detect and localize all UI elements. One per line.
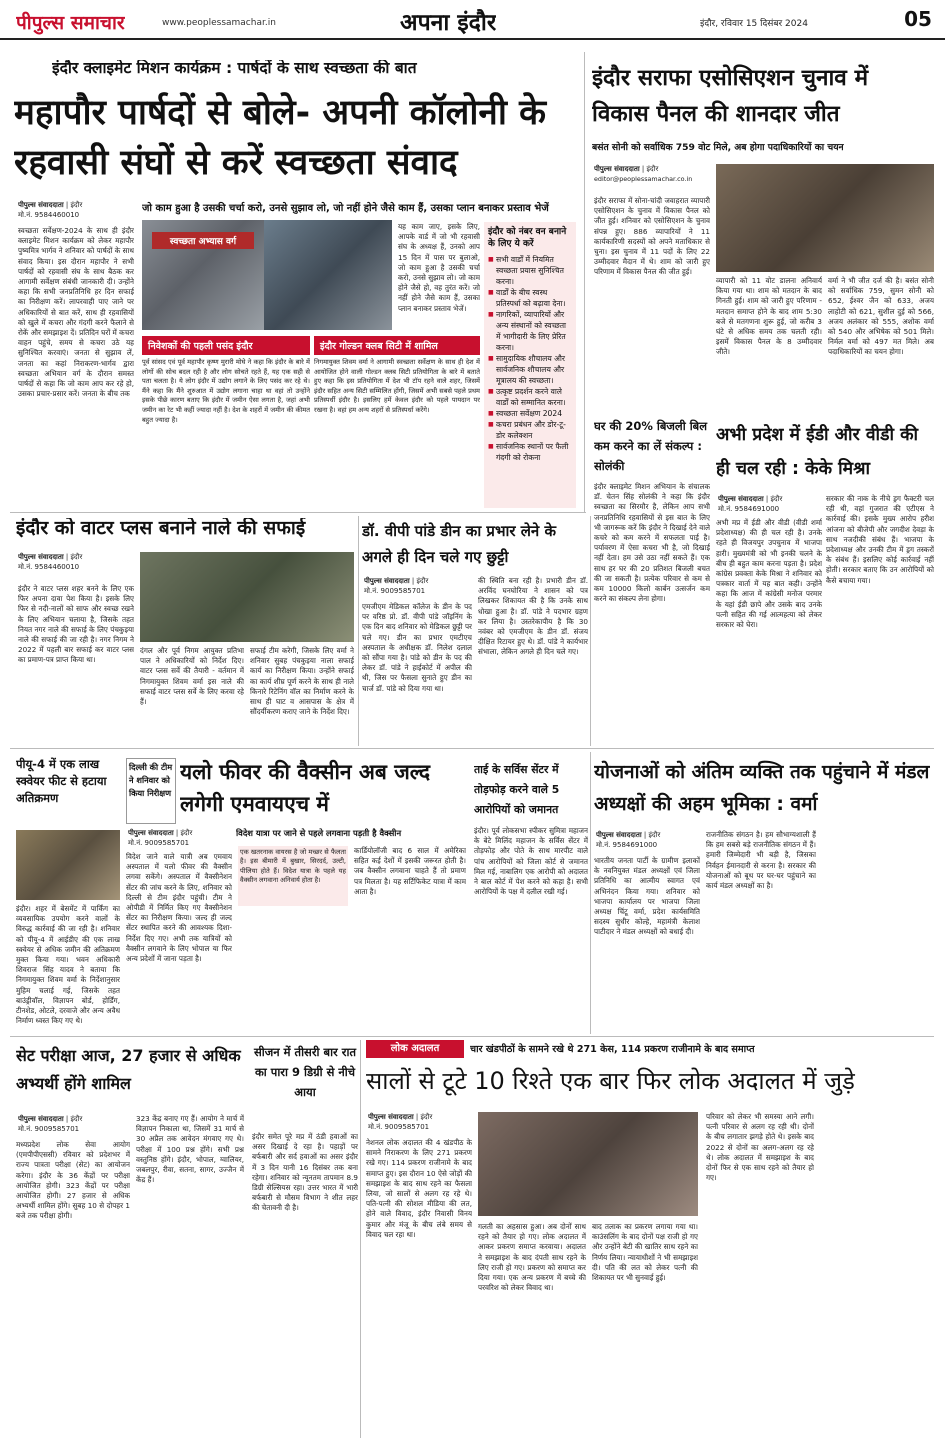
story2-city: इंदौर: [646, 165, 659, 173]
story1-byline: पीपुल्स संवाददाता | इंदौर मो.नं. 9584460010: [18, 201, 83, 219]
story4-reporter: पीपुल्स संवाददाता: [718, 495, 764, 503]
story10-body-3: [822, 830, 934, 1030]
section-rule: [10, 512, 586, 513]
story13-body-3: बाद तलाक का प्रकरण लगाया गया था। काउंसलिंग के बाद दोनों पक्ष राजी हो गए और उन्होंने बेटी की खातिर साथ रहने का निर्णय लिया। न्यायाधीशों ने भी समझाइश दी। पति की लत को लेकर पत्नी की शिकायत पर भी सुनवाई हुई।: [592, 1222, 698, 1283]
story2-headline: इंदौर सराफा एसोसिएशन चुनाव में विकास पैनल की शानदार जीत: [592, 65, 869, 127]
story7-body: इंदौर। शहर में बेसमेंट में पार्किंग का व्यवसायिक उपयोग करने वालों के विरुद्ध कार्रवाई की जा रही है। शनिवार को पीयू-4 में आईडीए की एक लाख स्क्वेयर से अधिक जमीन की अतिक्रमण मुक्त किया गया। भवन अधिकारी शिवराज सिंह यादव ने बताया कि निगमायुक्त शिवम वर्मा के निर्देशानुसार मुहिम चलाई गई, जिसके तहत बाउंड्रीवॉल, विज्ञापन बोर्ड, होर्डिंग, टीनशेड, ओटले, दरवाजे और अन्य अवैध निर्माण ध्वस्त किए गए थे।: [16, 904, 120, 1026]
story5-body: इंदौर ने वाटर प्लस शहर बनने के लिए एक फिर अपना दावा पेश किया है। इसके लिए फिर से नदी-नालों को साफ और स्वच्छ रखने के लिए अभियान चलाया है, जिसके तहत नियत नगर नाले की सफाई के लिए पंचकुइया नाले की सफाई की जा रही है। नगर निगम ने 2022 में पहली बार सफाई कर वाटर प्लस का प्रमाण-पत्र प्राप्त किया था।: [18, 584, 134, 665]
story3-headline: घर की 20% बिजली बिल कम करने का लें संकल्प : सोलंकी: [594, 419, 708, 473]
story7-headline: पीयू-4 में एक लाख स्क्वेयर फीट से हटाया अतिक्रमण: [16, 757, 107, 805]
masthead: [0, 0, 945, 40]
story6-city: इंदौर: [416, 577, 429, 585]
section-rule: [10, 748, 934, 749]
story5-mobile: मो.नं. 9584460010: [18, 563, 80, 571]
masthead-logo: पीपुल्स समाचार: [16, 12, 125, 34]
story12-body: इंदौर समेत पूरे मप्र में ठंडी हवाओं का असर दिखाई दे रहा है। पहाड़ों पर बर्फबारी और सर्द हवाओं का असर इंदौर में 3 दिन यानी 16 दिसंबर तक बना रहेगा। शनिवार को न्यूनतम तापमान 8.9 डिग्री सेल्सियस रहा। उत्तर भारत में भारी बर्फबारी से मौसम विभाग ने शीत लहर की चेतावनी दी है।: [252, 1132, 358, 1213]
story10-body: भारतीय जनता पार्टी के ग्रामीण इलाकों के नवनियुक्त मंडल अध्यक्षों एवं जिला प्रतिनिधि का आत्मीय स्वागत एवं अभिनंदन किया गया। शनिवार को भाजपा कार्यालय पर भाजपा जिला अध्यक्ष चिंटू वर्मा, प्रदेश कार्यसमिति सदस्य सुधीर कोल्हे, महामंत्री केलाश पाटीदार ने मंडल अध्यक्षों को बधाई दी।: [594, 856, 700, 937]
story1-box2-body: निगमायुक्त शिवम वर्मा ने आगामी स्वच्छता सर्वेक्षण के साथ ही देश में आयोजित होने वाली गोल्डन क्लब सिटी प्रतियोगिता के बारे में बताते हुए कहा कि इस प्रतियोगिता में देश भी टॉप रहने वाले शहर, जिसमें इंदौर सहित अन्य सिटी सम्मिलित होंगी, जिसमें अभी सबसे पहले प्रथम प्रतिस्पर्धी इंदौर है। इसलिए हमें केवल इंदौर को पहले पायदान पर रखना है। वहां हम अन्य शहरों से प्रतिस्पर्धा करेंगे।: [314, 358, 480, 414]
story10-headline: योजनाओं को अंतिम व्यक्ति तक पहुंचाने में मंडल अध्यक्षों की अहम भूमिका : वर्मा: [594, 761, 930, 815]
column-rule: [590, 752, 591, 1034]
story2-reporter: पीपुल्स संवाददाता: [594, 165, 640, 173]
story1-box1-body: पूर्व सांसद एवं पूर्व महापौर कृष्ण मुरारी मोघे ने कहा कि इंदौर के बारे में लोगों की सोच बदल रही है और लोग सोचते रहते हैं, यह एक सही से पता चलता है। ये लोग इंदौर में उद्योग लगाने के लिए पसंद कर रहे थे। मैंने कहा कि मैंने शुरुआत में उद्योग लगाना चाहा था वहां तो उन्होंने इसके पीछे कारण बताए कि इंदौर में जमीन ऐसा लगता है, जहां अभी जमीन का रेट भी कहीं ज्यादा नहीं है। देश के शहरों में जमीन की कीमत बहुत ज्यादा है।: [142, 358, 310, 424]
section-rule: [10, 1036, 934, 1037]
story1-photo-banner: स्वच्छता अभ्यास वर्ग: [152, 232, 254, 249]
story13-photo: [478, 1112, 698, 1216]
story4-mobile: मो.नं. 9584691000: [718, 505, 780, 513]
story4-city: इंदौर: [770, 495, 783, 503]
section-title: अपना इंदौर: [400, 10, 497, 36]
story1-body-2: यह काम जाए, इसके लिए, आपके वार्ड में जो भी रहवासी संघ के अध्यक्ष हैं, उनको आप 15 दिन में पास पर बुलाओ, जो काम हुआ है उसकी चर्चा करो, उनसे सुझाव लो। जो काम होने जैसे हो, वह तुरंत करें। जो नहीं होने जैसे काम हैं, उसका प्लान बनाकर प्रस्ताव भेजें।: [398, 222, 480, 313]
story1-photo: [142, 220, 264, 330]
story6-body-2: की स्थिति बना रही है। प्रभारी डीन डॉ. अरविंद घनघोरिया ने शासन को पत्र लिखकर शिकायत की है कि उनके साथ धोखा हुआ है। डॉ. पांडे ने पदभार ग्रहण कर लिया है। उस्तरेकापीय है कि 30 नवंबर को एमजीएम के डीन डॉ. संजय दीक्षित रिटायर हुए थे। डॉ. पांडे ने कार्यभार संभाला, लेकिन अगले ही दिन चले गए।: [478, 576, 588, 657]
story8-reporter: पीपुल्स संवाददाता: [128, 829, 174, 837]
story5-body-2: दंगल और पूर्व निगम आयुक्त प्रतिभा पाल ने अधिकारियों को निर्देश दिए। वाटर प्लस सर्वे की तैयारी - वर्तमान में निगमायुक्त शिवम वर्मा इस नाले की सफाई वाटर प्लस सर्वे के लिए करवा रहे हैं।: [140, 646, 244, 707]
sidebar-item: ■ सामुदायिक शौचालय और सार्वजनिक शौचालय और मूत्रालय की स्वच्छता।: [488, 353, 572, 386]
story1-headline: महापौर पार्षदों से बोले- अपनी कॉलोनी के रहवासी संघों से करें स्वच्छता संवाद: [14, 93, 546, 183]
story2-body: इंदौर सराफा में सोना-चांदी जवाहरात व्यापारी एसोसिएशन के चुनाव में विकास पैनल को जीत हुई। शनिवार को एसोसिएशन के चुनाव संपन्न हुए। 886 व्यापारियों ने 11 कार्यकारिणी सदस्यों को अपने मताधिकार से चुना। इस चुनाव में 11 पदों के लिए 22 उम्मीदवार मैदान में थे। शाम को जारी हुए परिणाम में विकास पैनल की जीत हुई।: [594, 196, 710, 277]
story1-mobile: मो.नं. 9584460010: [18, 211, 80, 219]
story2-body-2: व्यापारी को 11 वोट डालना अनिवार्य किया गया था। शाम को मतदान के बाद गिनती हुई। शाम को जारी हुए परिणाम - मतदान समाप्त होने के बाद शाम 5:30 बजे से मतगणना शुरू हुई, जो करीब 3 घंटे से अधिक समय तक चलती रही। इसमें विकास पैनल के 8 उम्मीदवार जीते।: [716, 276, 822, 357]
story10-byline: पीपुल्स संवाददाता | इंदौर मो.नं. 9584691000: [596, 831, 661, 849]
story6-reporter: पीपुल्स संवाददाता: [364, 577, 410, 585]
sidebar-item: ■ सार्वजनिक स्थानों पर फैली गंदगी को रोकना: [488, 441, 572, 463]
story1-sidebar: [484, 222, 576, 508]
story4-body: अभी मप्र में ईडी और वीडी (वीडी शर्मा प्रदेशाध्यक्ष) की ही चल रही है। उनके रहते ही विजयपुर उपचुनाव में भाजपा हारी। मुख्यमंत्री को भी इनकी चलने के बीच ही बहुत काम करना पड़ता है। प्रदेश कांग्रेस प्रवक्ता केके मिश्रा ने शनिवार को पत्रकार वार्ता में यह बात कही। उन्होंने कहा कि आज में कांग्रेसी मनोज परमार के यहां ईडी छापे और उसके बाद उनके पत्नी सहित की गई आत्महत्या को लेकर सरकार को घेरा।: [716, 518, 822, 630]
page-number: 05: [904, 7, 932, 31]
story6-body: एमजीएम मेडिकल कॉलेज के डीन के पद पर वरिष्ठ प्रो. डॉ. वीपी पांडे जॉइनिंग के एक दिन बाद शनिवार को मेडिकल छुट्टी पर चले गए। डीन का प्रभार एमटीएच अस्पताल के अधीक्षक डॉ. निलेश दलाल को सौंपा गया है। पांडे को डीन के पद की लेकर डॉ. पांडे ने हाईकोर्ट में अपील की थी, जिस पर फैसला सुनाते हुए डीन का चार्ज डॉ. पांडे को दिया गया था।: [362, 602, 472, 693]
story10-mobile: मो.नं. 9584691000: [596, 841, 658, 849]
story11-byline: पीपुल्स संवाददाता | इंदौर मो.नं. 9009585701: [18, 1115, 83, 1133]
story6-mobile: मो.नं. 9009585701: [364, 587, 426, 595]
story10-city: इंदौर: [648, 831, 661, 839]
story8-headline: यलो फीवर की वैक्सीन अब जल्द लगेगी एमवायएच में: [180, 760, 430, 816]
story1-deck: जो काम हुआ है उसकी चर्चा करो, उनसे सुझाव लो, जो नहीं होने जैसे काम हैं, उसका प्लान बनाकर प्रस्ताव भेजें: [142, 203, 549, 214]
story1-city: इंदौर: [70, 201, 83, 209]
story2-byline: पीपुल्स संवाददाता | इंदौर editor@peoplessamachar.co.in: [594, 165, 693, 183]
story4-body-2: सरकार की नाक के नीचे ड्रग फैक्टरी चल रही थी, वहां गुजरात की एटीएस ने कार्रवाई की। इसके मुख्य आरोप हरीश आंजना को बीजेपी और जगदीश देवड़ा के साथ नजदीकी संबंध हैं। भाजपा के प्रदेशाध्यक्ष और उनकी टीम में ड्रग तस्करों के संबंध हैं। इसलिए कोई कार्रवाई नहीं होती। सरकार बताए कि उन आरोपियों को कैसे बचाया गया।: [826, 494, 934, 585]
story1-photo-2: [264, 220, 392, 330]
sidebar-item: ■ कचरा प्रबंधन और डोर-टू-डोर कलेक्शन: [488, 419, 572, 441]
story10-body-2: राजनीतिक संगठन है। हम सौभाग्यशाली हैं कि हम सबसे बड़े राजनीतिक संगठन में हैं। हमारी जिम्मेदारी भी बड़ी है, जिसका निर्वहन ईमानदारी से करना है। सरकार की योजनाओं को बूथ पर घर-घर पहुंचाने का कार्य मंडल अध्यक्षों का है।: [706, 830, 816, 891]
story1-box1: [142, 336, 310, 508]
story4-headline: अभी प्रदेश में ईडी और वीडी की ही चल रही : केके मिश्रा: [716, 425, 919, 479]
story2-body-3: वर्मा ने भी जीत दर्ज की है। बसंत सोनी को सर्वाधिक 759, सुमन सोनी को 652, ईश्वर जैन को 633, अजय लाहोटी को 621, सुशील दुई को 566, अजय अलंकार को 555, अशोक वर्मा को 540 और अभिषेक को 501 मिले। निर्मल वर्मा को 497 मत मिले। अब पदाधिकारियों का चयन होगा।: [828, 276, 934, 357]
story2-email: editor@peoplessamachar.co.in: [594, 175, 693, 183]
story1-box2-title: इंदौर गोल्डन क्लब सिटी में शामिल: [314, 336, 480, 355]
story5-body-3: सफाई टीम करेगी, जिसके लिए वर्मा ने शनिवार सुबह पंचकुइया नाला सफाई कार्य का निरीक्षण किया। उन्होंने सफाई का कार्य शीघ्र पूर्ण करने के साथ ही नाले किनारे रिटेनिंग वॉल का निर्माण करने के साथ ही घाट व आसपास के क्षेत्र में सौंदर्यीकरण कराए जाने के निर्देश दिए।: [250, 646, 354, 717]
story13-body-4: परिवार को लेकर भी समस्या आने लगी। पत्नी परिवार से अलग रह रही थी। दोनों के बीच लगातार झगड़े होते थे। इसके बाद 2022 से दोनों का अलग-अलग रह रहे थे। लोक अदालत में समझाइश के बाद दोनों फिर से एक साथ रहने को तैयार हो गए।: [706, 1112, 814, 1183]
story11-reporter: पीपुल्स संवाददाता: [18, 1115, 64, 1123]
story5-byline: पीपुल्स संवाददाता | इंदौर मो.नं. 9584460010: [18, 553, 83, 571]
story2-photo: [716, 164, 934, 272]
column-rule: [360, 1040, 361, 1438]
story9-headline: ताई के सर्विस सेंटर में तोड़फोड़ करने वाले 5 आरोपियों को जमानत: [474, 763, 560, 816]
story13-byline: पीपुल्स संवाददाता | इंदौर मो.नं. 9009585701: [368, 1113, 433, 1131]
story1-body: स्वच्छता सर्वेक्षण-2024 के साथ ही इंदौर क्लाइमेट मिशन कार्यक्रम को लेकर महापौर पुष्यमित्र भार्गव ने शनिवार को पार्षदों के साथ संवाद किया। इस दौरान महापौर ने सभी पार्षदों को रहवासी संघ के साथ बैठक कर आगामी सर्वेक्षण संबंधी जानकारी दी। उन्होंने कहा कि सभी जनप्रतिनिधि हर दिन सफाई का निरीक्षण करें। लापरवाही पाए जाने पर अधिकारियों से बात करें, साथ ही रहवासियों को खुले में कचरा और गंदगी करने फैलाने से रोकें और समझाइश दें। प्रतिदिन घरों में कचरा वाहन पहुंचे, समय से कचरा उठे यह सुनिश्चित करवाएं। जनता से सुझाव लें, जनता का कहां निराकरण-भार्गव द्वारा स्वच्छता अभियान वर्ग के दौरान समस्त पार्षदों से कहा कि जो काम आप कर रहे हो, उसका प्रचार-प्रसार करें। जनता के बीच तक: [18, 226, 134, 399]
dateline: इंदौर, रविवार 15 दिसंबर 2024: [700, 19, 808, 29]
masthead-website: www.peoplessamachar.in: [162, 18, 276, 28]
story1-box1-title: निवेशकों की पहली पसंद इंदौर: [142, 336, 310, 355]
story13-body: नेशनल लोक अदालत की 4 खंडपीठ के सामने निराकरण के लिए 271 प्रकरण रखे गए। 114 प्रकरण राजीनामे के बाद समाप्त हुए। इस दौरान 10 ऐसे जोड़ों की समझाइश के बाद साथ रहने का फैसला लिया, जो सालों से अलग रह रहे थे। पति-पत्नी की सोशल मीडिया की लत, होने वाले विवाद, इंदौर निवासी विनय कुमार और मंजू के बीच लंबे समय से विवाद चल रहा था।: [366, 1138, 472, 1239]
story5-photo: [140, 552, 354, 642]
story13-city: इंदौर: [420, 1113, 433, 1121]
story1-reporter: पीपुल्स संवाददाता: [18, 201, 64, 209]
story1-sidebar-title: इंदौर को नंबर वन बनाने के लिए ये करें: [488, 227, 567, 249]
story8-byline: पीपुल्स संवाददाता | इंदौर मो.नं. 9009585701: [128, 829, 193, 847]
sidebar-item: ■ नागरिकों, व्यापारियों और अन्य संस्थानों को स्वच्छता में भागीदारी के लिए प्रेरित करना।: [488, 309, 572, 353]
story11-body: मध्यप्रदेश लोक सेवा आयोग (एमपीपीएससी) रविवार को प्रदेशभर में राज्य पात्रता परीक्षा (सेट) का आयोजन करेगा। इंदौर के 36 केंद्रों पर परीक्षा आयोजित होगी। 323 केंद्रों पर परीक्षा आयोजित होगी। 27 हजार से अधिक अभ्यर्थी शामिल होंगे। सुबह 10 से दोपहर 1 बजे तक परीक्षा होगी।: [16, 1140, 130, 1221]
story2-deck: बसंत सोनी को सर्वाधिक 759 वोट मिले, अब होगा पदाधिकारियों का चयन: [592, 142, 844, 153]
story8-city: इंदौर: [180, 829, 193, 837]
story12-headline: सीजन में तीसरी बार रात का पारा 9 डिग्री से नीचे आया: [253, 1045, 357, 1099]
story13-headline: सालों से टूटे 10 रिश्ते एक बार फिर लोक अदालत में जुड़े: [366, 1067, 855, 1095]
story11-mobile: मो.नं. 9009585701: [18, 1125, 80, 1133]
story8-box: एक खतरनाक वायरस है जो मच्छर से फैलता है। इस बीमारी में बुखार, सिरदर्द, उल्टी, पीलिया होते हैं। विदेश यात्रा के पहले यह वैक्सीन लगवाना अनिवार्य होता है।: [238, 846, 348, 906]
story1-box2: [314, 336, 480, 508]
story13-mobile: मो.नं. 9009585701: [368, 1123, 430, 1131]
sidebar-item: ■ वार्डों के बीच स्वस्थ प्रतिस्पर्धा को बढ़ावा देना।: [488, 287, 572, 309]
story11-body-2: 323 केंद्र बनाए गए हैं। आयोग ने मार्च में विज्ञापन निकाला था, जिसमें 31 मार्च से 30 अप्रैल तक आवेदन मंगवाए गए थे। परीक्षा में 100 प्रश्न होंगे। सभी प्रश्न वस्तुनिष्ठ होंगे। इंदौर, भोपाल, ग्वालियर, जबलपुर, रीवा, सतना, सागर, उज्जैन में केंद्र हैं।: [136, 1114, 244, 1185]
story11-headline: सेट परीक्षा आज, 27 हजार से अधिक अभ्यर्थी होंगे शामिल: [16, 1046, 241, 1093]
story8-deck: विदेश यात्रा पर जाने से पहले लगवाना पड़ती है वैक्सीन: [236, 828, 402, 838]
story5-city: इंदौर: [70, 553, 83, 561]
story1-kicker: इंदौर क्लाइमेट मिशन कार्यक्रम : पार्षदों के साथ स्वच्छता की बात: [52, 60, 417, 77]
column-rule: [358, 516, 359, 746]
story9-body: इंदौर। पूर्व लोकसभा स्पीकर सुमित्रा महाजन के बेटे मिलिंद महाजन के सर्विस सेंटर में तोड़फोड़ और पोते के साथ मारपीट वाले पांच आरोपियों को जिला कोर्ट से जमानत मिल गई, नाबालिग एक आरोपी को अदालत ने बाल कोर्ट में पेश करने को कहा है। सभी आरोपियों के पक्ष में दलील रखी गई।: [474, 826, 588, 897]
sidebar-item: ■ उत्कृष्ट प्रदर्शन करने वाले वार्डों को सम्मानित करना।: [488, 386, 572, 408]
story5-headline: इंदौर को वाटर प्लस बनाने नाले की सफाई: [16, 518, 306, 539]
column-rule: [590, 516, 591, 746]
story5-reporter: पीपुल्स संवाददाता: [18, 553, 64, 561]
story8-body-2: कार्डियोलॉजी बाद 6 साल में अमेरिका सहित कई देशों में इसकी जरूरत होती है। जब वैक्सीन लगवाना चाहते हैं तो प्रमाण पत्र मिलता है। यह सर्टिफिकेट यात्रा में काम आता है।: [354, 846, 466, 896]
sidebar-item: ■ स्वच्छता सर्वेक्षण 2024: [488, 408, 572, 419]
story4-byline: पीपुल्स संवाददाता | इंदौर मो.नं. 9584691000: [718, 495, 783, 513]
story8-mobile: मो.नं. 9009585701: [128, 839, 190, 847]
story13-body-2: गलती का अहसास हुआ। अब दोनों साथ रहने को तैयार हो गए। लोक अदालत में आकर प्रकरण समाप्त करवाया। अदालत ने समझाइश के बाद दंपती साथ रहने के लिए राजी हो गए। प्रकरण को समाप्त कर दिया गया। एक अन्य प्रकरण में बच्चे की परवरिश को लेकर विवाद था।: [478, 1222, 586, 1293]
story13-body-5: [822, 1112, 934, 1436]
story6-headline: डॉ. वीपी पांडे डीन का प्रभार लेने के अगले ही दिन चले गए छुट्टी: [362, 522, 556, 566]
story8-side-label: दिल्ली की टीम ने शनिवार को किया निरीक्षण: [126, 758, 176, 824]
story13-kicker: चार खंडपीठों के सामने रखे थे 271 केस, 114 प्रकरण राजीनामे के बाद समाप्त: [470, 1044, 755, 1055]
story11-city: इंदौर: [70, 1115, 83, 1123]
story10-reporter: पीपुल्स संवाददाता: [596, 831, 642, 839]
story7-photo: [16, 830, 120, 900]
story13-reporter: पीपुल्स संवाददाता: [368, 1113, 414, 1121]
sidebar-item: ■ सभी वार्डों में नियमित स्वच्छता प्रयास सुनिश्चित करना।: [488, 254, 572, 287]
story8-body: विदेश जाने वाले यात्री अब एमवाय अस्पताल में यलो फीवर की वैक्सीन लगवा सकेंगे। अस्पताल में वैक्सीनेशन सेंटर की जांच करने के लिए, शनिवार को दिल्ली से टीम इंदौर पहुंची। टीम ने ओपीडी में निर्मित किए गए वैक्सीनेशन सेंटर का निरीक्षण किया। जल्द ही जल्द सेंटर स्थापित करने की आवश्यक दिशा-निर्देश दिए गए। अभी तक यात्रियों को वैक्सीन लगवाने के लिए भोपाल या फिर अन्य प्रदेशों में जाना पड़ता है।: [126, 852, 232, 964]
column-rule: [584, 52, 585, 512]
story13-label: लोक अदालत: [366, 1040, 464, 1058]
story3-body: इंदौर क्लाइमेट मिशन अभियान के संचालक डॉ. चेतन सिंह सोलंकी ने कहा कि इंदौर स्वच्छता का सिरमौर है, लेकिन आप सभी जनप्रतिनिधि रहवासियों से इस बात के लिए भी जागरूक करें कि इंदौर ने दिखाई देने वाले कचरे को कम करने में सफलता पाई है। पर्यावरण में ऐसा कचरा भी है, जो दिखाई नहीं देता। हम उसे उठा नहीं सकते हैं। एक साथ हर घर की 20 प्रतिशत बिजली बचत की जा सकती है। प्रत्येक परिवार से कम से कम 10000 किलो कार्बन उत्सर्जन कम करने का संकल्प लेना होगा।: [594, 482, 710, 604]
story6-byline: पीपुल्स संवाददाता | इंदौर मो.नं. 9009585701: [364, 577, 429, 595]
